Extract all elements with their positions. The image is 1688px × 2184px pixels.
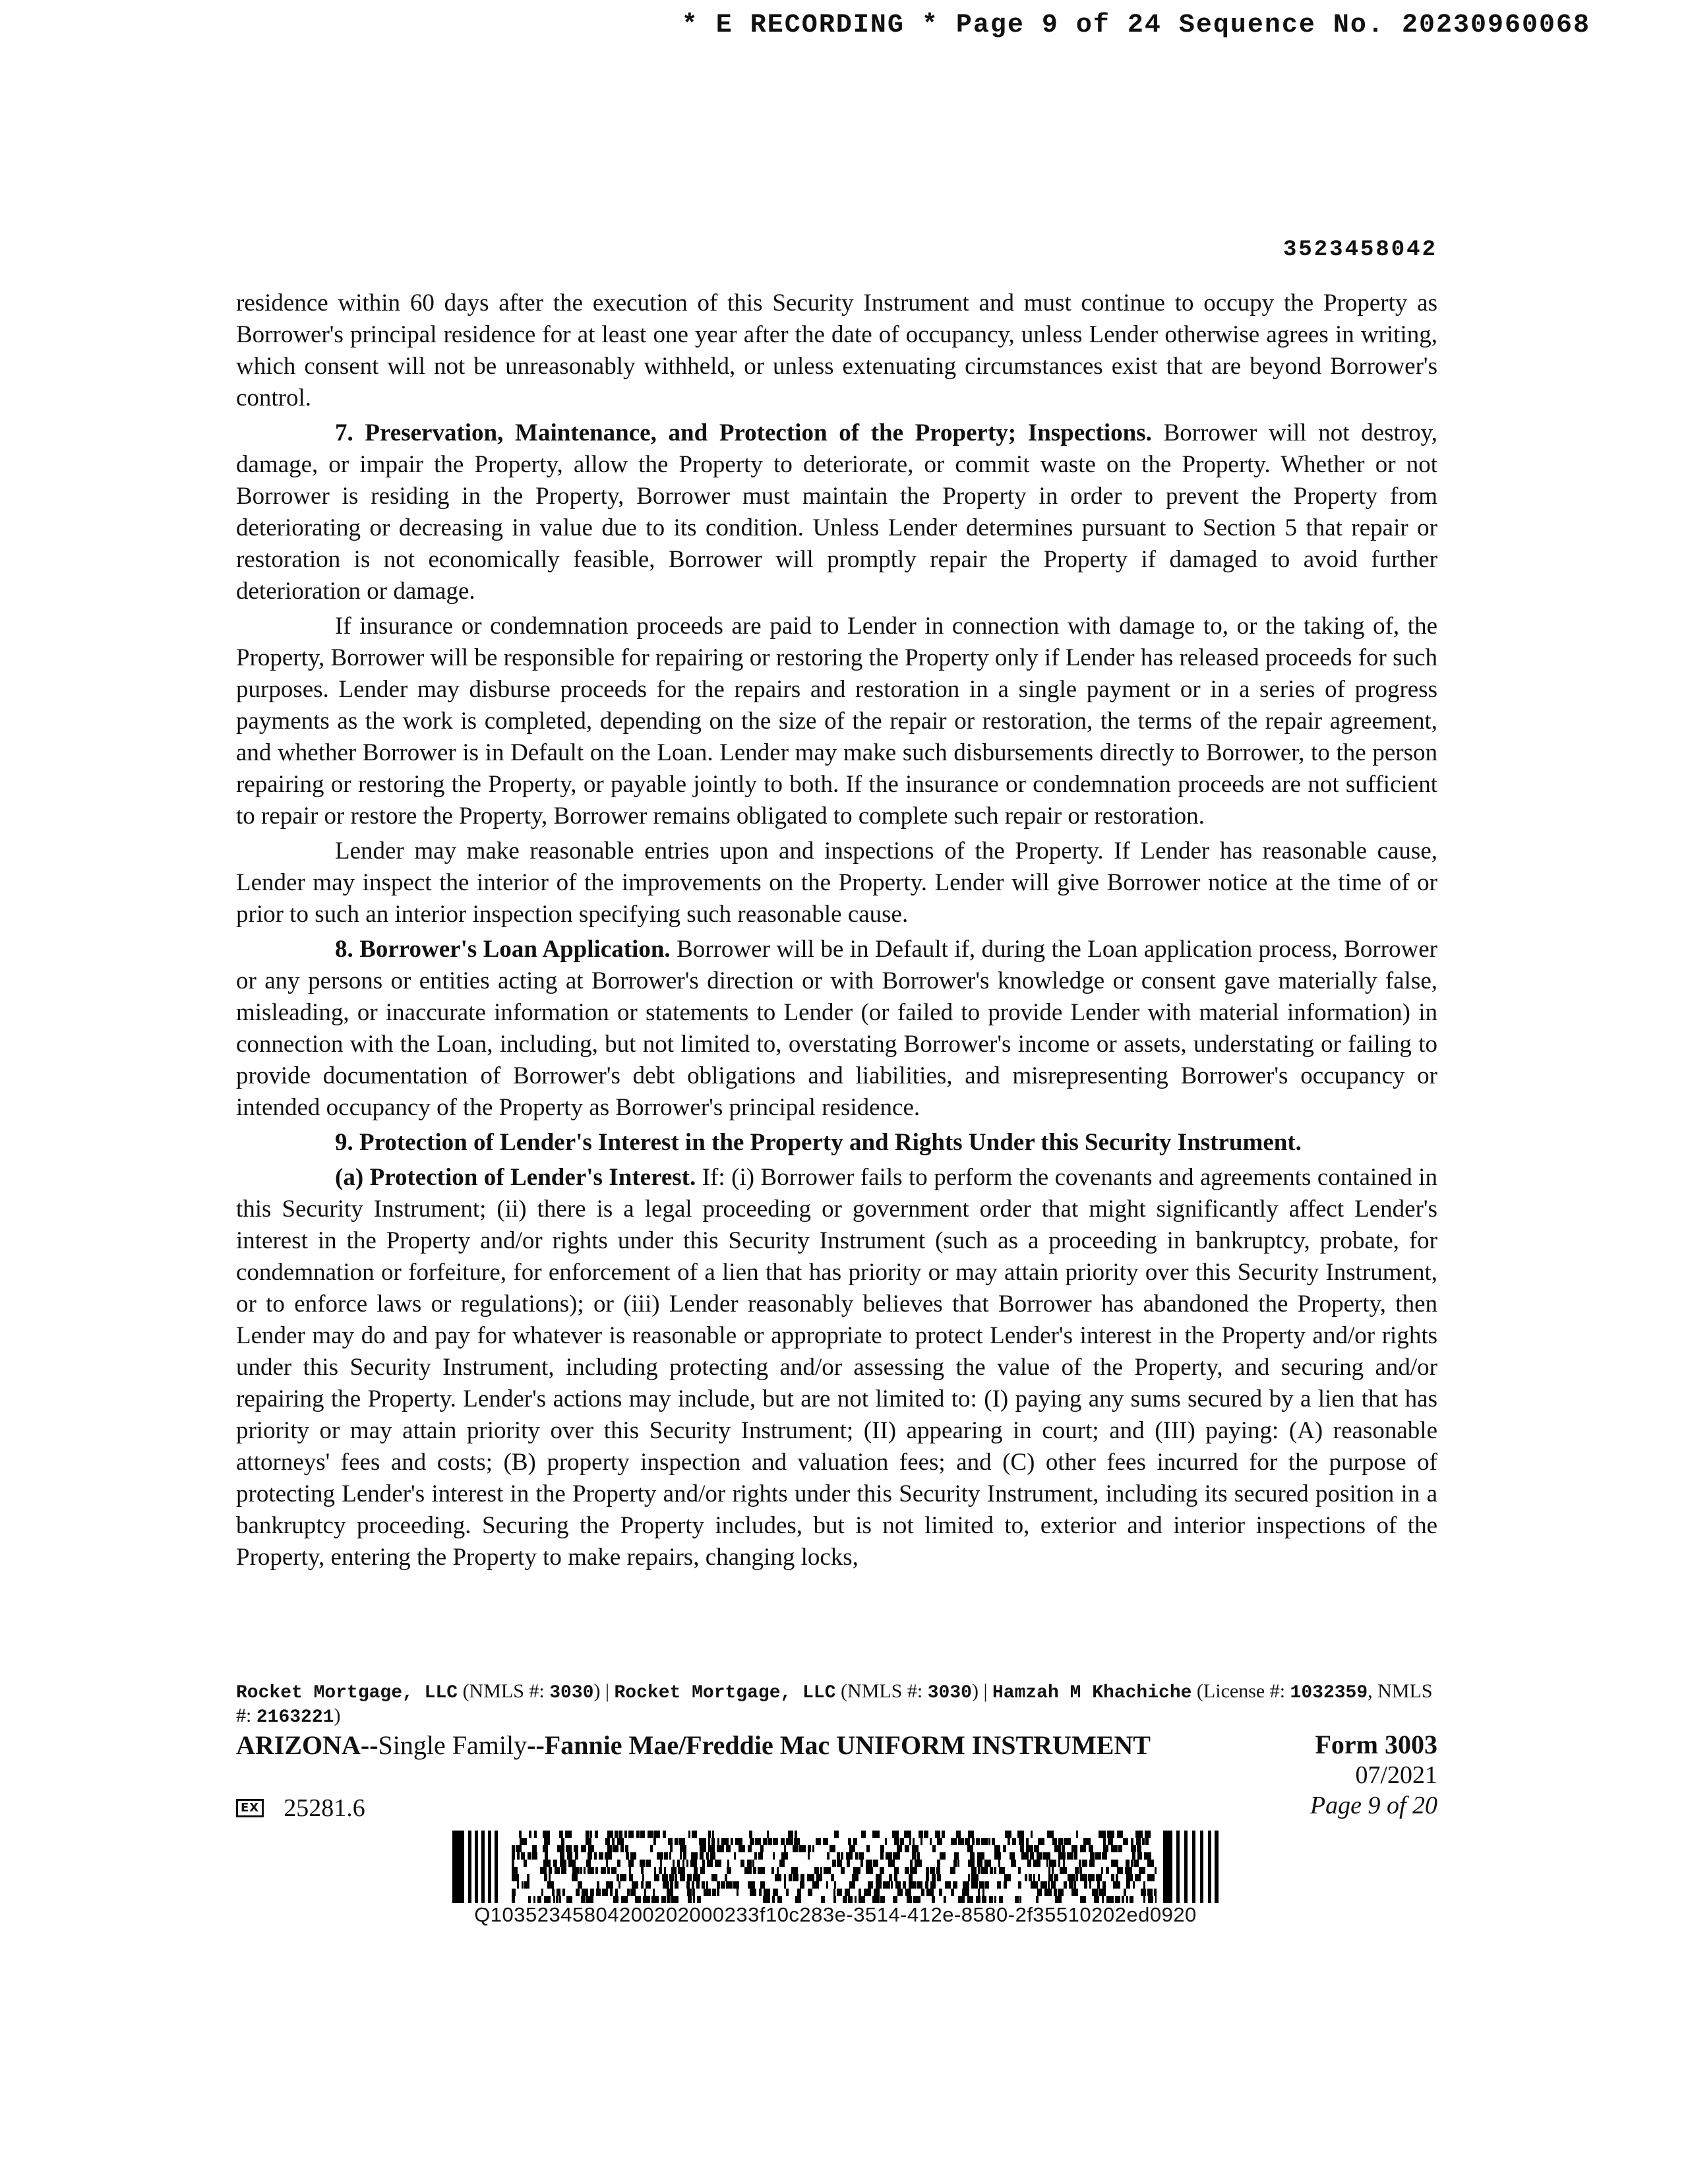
recording-header: * E RECORDING * Page 9 of 24 Sequence No. 20230960068 xyxy=(681,11,1590,40)
form-title xyxy=(236,1730,1151,1761)
state-name: ARIZONA-- xyxy=(236,1730,378,1760)
instrument-name: --Fannie Mae/Freddie Mac UNIFORM INSTRUMENT xyxy=(527,1730,1151,1760)
license-number: 1032359 xyxy=(1290,1683,1368,1703)
property-type: Single Family xyxy=(378,1730,528,1760)
doc-code: 25281.6 xyxy=(284,1794,365,1822)
originator-nmls-number: 2163221 xyxy=(256,1707,334,1728)
nmls-label: , NMLS #: xyxy=(236,1680,1433,1726)
section-9-heading: 9. Protection of Lender's Interest in the Property and Rights Under this Security Instrument. xyxy=(335,1129,1302,1156)
section-7-text: Borrower will not destroy, damage, or impair the Property, allow the Property to deteriorate, or commit waste on the Property. Whether or not Borrower is residing in the Property, Borrower must maintain the Property in order to prevent the Property from deteriorating or decreasing in value due to its condition. Unless Lender determines pursuant to Section 5 that repair or restoration is not economically feasible, Borrower will promptly repair the Property if damaged to avoid further deterioration or damage. xyxy=(236,419,1437,605)
separator: | xyxy=(978,1680,992,1702)
paragraph-inspections: Lender may make reasonable entries upon and inspections of the Property. If Lender has reasonable cause, Lender may inspect the interior of the improvements on the Property. Lender will give Borrower notice at the time of or prior to such an interior inspection specifying such reasonable cause. xyxy=(236,837,1437,928)
barcode-image xyxy=(452,1831,1219,1903)
document-body xyxy=(236,288,1437,1577)
form-number: Form 3003 xyxy=(1315,1730,1437,1759)
section-9a-paragraph xyxy=(236,1162,1437,1573)
page-number: Page 9 of 20 xyxy=(1310,1792,1437,1819)
section-8-paragraph xyxy=(236,934,1437,1124)
nmls-close: ) xyxy=(971,1680,979,1702)
barcode-text: Q10352345804200202000233f10c283e-3514-412e-8580-2f35510202ed0920 xyxy=(474,1903,1197,1926)
nmls-label: (NMLS #: xyxy=(458,1680,550,1702)
form-date: 07/2021 xyxy=(1355,1761,1437,1789)
lender-name: Rocket Mortgage, LLC xyxy=(236,1683,458,1703)
nmls-number: 3030 xyxy=(549,1683,594,1703)
loan-number: 3523458042 xyxy=(1282,237,1437,262)
lender-name: Rocket Mortgage, LLC xyxy=(614,1683,836,1703)
license-close: ) xyxy=(334,1705,341,1726)
nmls-label: (NMLS #: xyxy=(835,1680,928,1702)
footer-lender-info xyxy=(236,1680,1437,1729)
loan-originator-name: Hamzah M Khachiche xyxy=(992,1683,1192,1703)
nmls-close: ) xyxy=(593,1680,601,1702)
section-9a-heading: (a) Protection of Lender's Interest. xyxy=(335,1164,696,1191)
section-9a-text: If: (i) Borrower fails to perform the covenants and agreements contained in this Security Instrument; (ii) there is a legal proceeding or government order that might significantly affect Lender's interest in the Property and/or rights under this Security Instrument (such as a proceeding in bankruptcy, probate, for condemnation or forfeiture, for enforcement of a lien that has priority or may attain priority over this Security Instrument, or to enforce laws or regulations); or (iii) Lender reasonably believes that Borrower has abandoned the Property, then Lender may do and pay for whatever is reasonable or appropriate to protect Lender's interest in the Property and/or rights under this Security Instrument, including protecting and/or assessing the value of the Property, and securing and/or repairing the Property. Lender's actions may include, but are not limited to: (I) paying any sums secured by a lien that has priority or may attain priority over this Security Instrument; (II) appearing in court; and (III) paying: (A) reasonable attorneys' fees and costs; (B) property inspection and valuation fees; and (C) other fees incurred for the purpose of protecting Lender's interest in the Property and/or rights under this Security Instrument, including its secured position in a bankruptcy proceeding. Securing the Property includes, but is not limited to, exterior and interior inspections of the Property, entering the Property to make repairs, changing locks, xyxy=(236,1164,1437,1571)
section-8-text: Borrower will be in Default if, during the Loan application process, Borrower or any persons or entities acting at Borrower's direction or with Borrower's knowledge or consent gave materially false, misleading, or inaccurate information or statements to Lender (or failed to provide Lender with material information) in connection with the Loan, including, but not limited to, overstating Borrower's income or assets, understating or failing to provide documentation of Borrower's debt obligations and liabilities, and misrepresenting Borrower's occupancy or intended occupancy of the Property as Borrower's principal residence. xyxy=(236,936,1437,1121)
nmls-number: 3030 xyxy=(927,1683,972,1703)
paragraph-insurance-proceeds: If insurance or condemnation proceeds are paid to Lender in connection with damage to, or the taking of, the Property, Borrower will be responsible for repairing or restoring the Property only if Lender has released proceeds for such purposes. Lender may disburse proceeds for the repairs and restoration in a single payment or in a series of progress payments as the work is completed, depending on the size of the repair or restoration, the terms of the repair agreement, and whether Borrower is in Default on the Loan. Lender may make such disbursements directly to Borrower, to the person repairing or restoring the Property, or payable jointly to both. If the insurance or condemnation proceeds are not sufficient to repair or restore the Property, Borrower remains obligated to complete such repair or restoration. xyxy=(236,613,1437,830)
doc-code-row xyxy=(236,1794,365,1823)
section-8-heading: 8. Borrower's Loan Application. xyxy=(335,936,671,963)
section-7-paragraph xyxy=(236,417,1437,607)
section-7-heading: 7. Preservation, Maintenance, and Protection of the Property; Inspections. xyxy=(335,419,1152,446)
paragraph-occupancy-continuation: residence within 60 days after the execution of this Security Instrument and must continue to occupy the Property as Borrower's principal residence for at least one year after the date of occupancy, unless Lender otherwise agrees in writing, which consent will not be unreasonably withheld, or unless extenuating circumstances exist that are beyond Borrower's control. xyxy=(236,289,1437,411)
separator: | xyxy=(600,1680,615,1702)
form-info xyxy=(1310,1730,1437,1821)
ex-logo-icon: EX xyxy=(236,1799,264,1817)
license-label: (License #: xyxy=(1191,1680,1290,1702)
section-9-heading-paragraph xyxy=(236,1127,1437,1159)
